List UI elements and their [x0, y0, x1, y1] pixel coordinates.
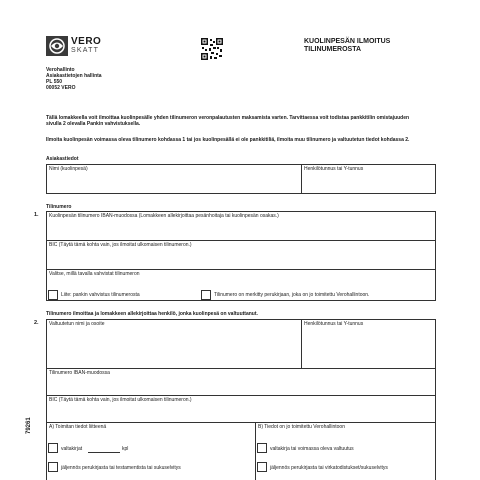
address-line4: 00052 VERO — [46, 85, 76, 91]
form-side-code: 79261 — [26, 417, 32, 434]
intro-paragraph-1: Tällä lomakkeella voit ilmoittaa kuolinpesälle yhden tilinumeron veronpalautusten maksamista varten. Tarvittaessa voit todistaa pankkitilin omistajuuden sivulla 2 olevalla Pankin vahvistuksella. — [46, 115, 410, 127]
authorized-name-field[interactable] — [46, 319, 302, 369]
customer-id-label: Henkilötunnus tai Y-tunnus — [304, 166, 364, 172]
customer-name-label: Nimi (kuolinpesä) — [49, 166, 88, 172]
authorized-name-label: Valtuutetun nimi ja osoite — [49, 321, 105, 327]
intro-paragraph-2: Ilmoita kuolinpesän voimassa oleva tilinumero kohdassa 1 tai jos kuolinpesällä ei ole pankkitiliä, ilmoita muu tilinumero ja valtuutetun tiedot kohdassa 2. — [46, 137, 410, 143]
power-of-attorney-checkbox[interactable] — [48, 443, 58, 453]
power-of-attorney-label: valtakirjat — [61, 446, 83, 452]
inventory-copy-checkbox[interactable] — [48, 462, 58, 472]
estate-iban-field[interactable] — [46, 211, 436, 241]
asiakastiedot-heading: Asiakastiedot — [46, 156, 79, 162]
attachments-a-label: A) Toimitan tiedot liitteenä — [49, 424, 107, 430]
bank-confirmation-checkbox[interactable] — [48, 290, 58, 300]
form-title-line2: TILINUMEROSTA — [304, 46, 362, 53]
address-line1: Verohallinto — [46, 67, 75, 73]
existing-inventory-checkbox[interactable] — [257, 462, 267, 472]
section-1-number: 1. — [34, 212, 39, 218]
section-2-number: 2. — [34, 320, 39, 326]
estate-bic-field[interactable] — [46, 240, 436, 270]
confirmation-method-label: Valitse, millä tavalla vahvistat tilinumeron — [49, 271, 140, 277]
section-2-heading: Tilinumero ilmoittaa ja lomakkeen allekirjoittaa henkilö, jonka kuolinpesä on valtuuttanut. — [46, 311, 258, 317]
authorized-iban-label: Tilinumero IBAN-muodossa — [49, 370, 110, 376]
estate-bic-label: BIC (Täytä tämä kohta vain, jos ilmoitat ulkomaisen tilinumeron.) — [49, 242, 192, 248]
existing-authorization-checkbox[interactable] — [257, 443, 267, 453]
address-line2: Asiakastietojen hallinta — [46, 73, 102, 79]
estate-inventory-checkbox[interactable] — [201, 290, 211, 300]
inventory-copy-label: jäljennös perukirjasta tai testamentista tai sukuselvitys — [61, 465, 181, 471]
power-of-attorney-count-line[interactable] — [88, 452, 120, 453]
estate-iban-label: Kuolinpesän tilinumero IBAN-muodossa (Lomakkeen allekirjoittaa pesänhoitaja tai kuolinpesän osakas.) — [49, 213, 279, 219]
attachments-b-label: B) Tiedot on jo toimitettu Verohallintoon — [258, 424, 345, 430]
logo-top-text: VERO — [71, 36, 102, 47]
estate-inventory-label: Tilinumero on merkitty perukirjaan, joka on jo toimitettu Verohallintoon. — [214, 292, 370, 298]
authorized-bic-label: BIC (Täytä tämä kohta vain, jos ilmoitat ulkomaisen tilinumeron.) — [49, 397, 192, 403]
tilinumero-heading: Tilinumero — [46, 204, 72, 210]
existing-inventory-label: jäljennös perukirjasta tai virkatodistukset/sukuselvitys — [270, 465, 388, 471]
customer-name-field[interactable] — [46, 164, 302, 194]
authorized-id-label: Henkilötunnus tai Y-tunnus — [304, 321, 364, 327]
authorized-id-field[interactable] — [301, 319, 436, 369]
authorized-iban-field[interactable] — [46, 368, 436, 396]
authorized-bic-field[interactable] — [46, 395, 436, 423]
customer-id-field[interactable] — [301, 164, 436, 194]
qr-code-icon — [201, 38, 223, 60]
form-title-line1: KUOLINPESÄN ILMOITUS — [304, 38, 391, 45]
vero-logo-emblem-icon — [46, 36, 68, 56]
logo-bottom-text: SKATT — [71, 47, 100, 54]
bank-confirmation-label: Liite: pankin vahvistus tilinumerosta — [61, 292, 140, 298]
vero-logo — [46, 36, 116, 56]
power-of-attorney-count-unit: kpl — [122, 446, 129, 452]
address-line3: PL 550 — [46, 79, 63, 85]
existing-authorization-label: valtakirja tai voimassa oleva valtuutus — [270, 446, 354, 452]
